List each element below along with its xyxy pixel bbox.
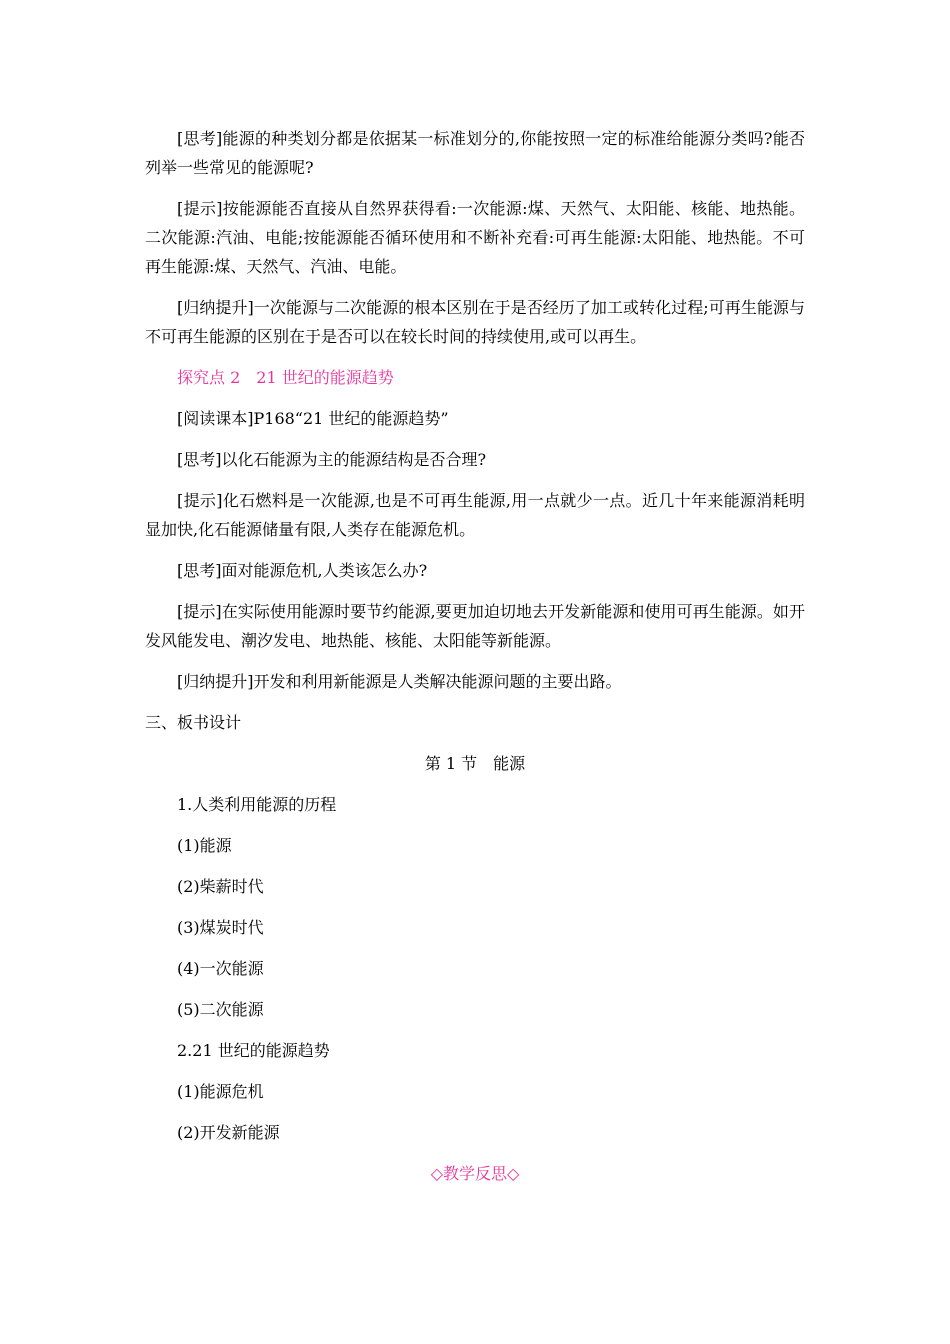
board-title: 第 1 节 能源 bbox=[424, 754, 526, 773]
summary-paragraph-2 bbox=[145, 667, 805, 696]
think-paragraph-1 bbox=[145, 124, 805, 182]
think-label: [思考] bbox=[177, 129, 223, 148]
board-item: (1)能源 bbox=[177, 836, 232, 855]
think-text: 以化石能源为主的能源结构是否合理? bbox=[221, 450, 487, 469]
board-item: (1)能源危机 bbox=[177, 1082, 264, 1101]
summary-label: [归纳提升] bbox=[177, 672, 254, 691]
summary-text: 开发和利用新能源是人类解决能源问题的主要出路。 bbox=[253, 672, 622, 691]
read-label: [阅读课本] bbox=[177, 409, 254, 428]
board-item: (3)煤炭时代 bbox=[177, 918, 264, 937]
hint-label: [提示] bbox=[177, 491, 223, 510]
hint-label: [提示] bbox=[177, 199, 223, 218]
think-label: [思考] bbox=[177, 561, 222, 580]
board-item: (4)一次能源 bbox=[177, 959, 264, 978]
hint-paragraph-2 bbox=[145, 486, 805, 544]
board-item: (2)开发新能源 bbox=[177, 1123, 280, 1142]
read-paragraph bbox=[145, 404, 805, 433]
think-paragraph-3 bbox=[145, 556, 805, 585]
read-text: P168“21 世纪的能源趋势” bbox=[253, 409, 449, 428]
hint-paragraph-3 bbox=[145, 597, 805, 655]
hint-label: [提示] bbox=[177, 602, 222, 621]
board-design-heading: 三、板书设计 bbox=[145, 713, 242, 732]
think-text: 面对能源危机,人类该怎么办? bbox=[221, 561, 428, 580]
think-text: 能源的种类划分都是依据某一标准划分的,你能按照一定的标准给能源分类吗?能否列举一些常见的能源呢? bbox=[145, 129, 805, 177]
document-content bbox=[145, 124, 805, 1188]
teaching-reflection-title: ◇教学反思◇ bbox=[430, 1164, 520, 1183]
board-item: 2.21 世纪的能源趋势 bbox=[177, 1041, 330, 1060]
explore-point-2-title: 探究点 2 21 世纪的能源趋势 bbox=[177, 368, 394, 387]
hint-paragraph-1 bbox=[145, 194, 805, 281]
summary-paragraph-1 bbox=[145, 293, 805, 351]
summary-text: 一次能源与二次能源的根本区别在于是否经历了加工或转化过程;可再生能源与不可再生能源的区别在于是否可以在较长时间的持续使用,或可以再生。 bbox=[145, 298, 805, 346]
summary-label: [归纳提升] bbox=[177, 298, 254, 317]
think-paragraph-2 bbox=[145, 445, 805, 474]
think-label: [思考] bbox=[177, 450, 222, 469]
hint-text: 化石燃料是一次能源,也是不可再生能源,用一点就少一点。近几十年来能源消耗明显加快,化石能源储量有限,人类存在能源危机。 bbox=[145, 491, 805, 539]
board-item: (5)二次能源 bbox=[177, 1000, 264, 1019]
board-item: (2)柴薪时代 bbox=[177, 877, 264, 896]
hint-text: 在实际使用能源时要节约能源,要更加迫切地去开发新能源和使用可再生能源。如开发风能发电、潮汐发电、地热能、核能、太阳能等新能源。 bbox=[145, 602, 805, 650]
hint-text: 按能源能否直接从自然界获得看:一次能源:煤、天然气、太阳能、核能、地热能。二次能源:汽油、电能;按能源能否循环使用和不断补充看:可再生能源:太阳能、地热能。不可再生能源:煤、天然气、汽油、电能。 bbox=[145, 199, 805, 276]
board-item: 1.人类利用能源的历程 bbox=[177, 795, 337, 814]
